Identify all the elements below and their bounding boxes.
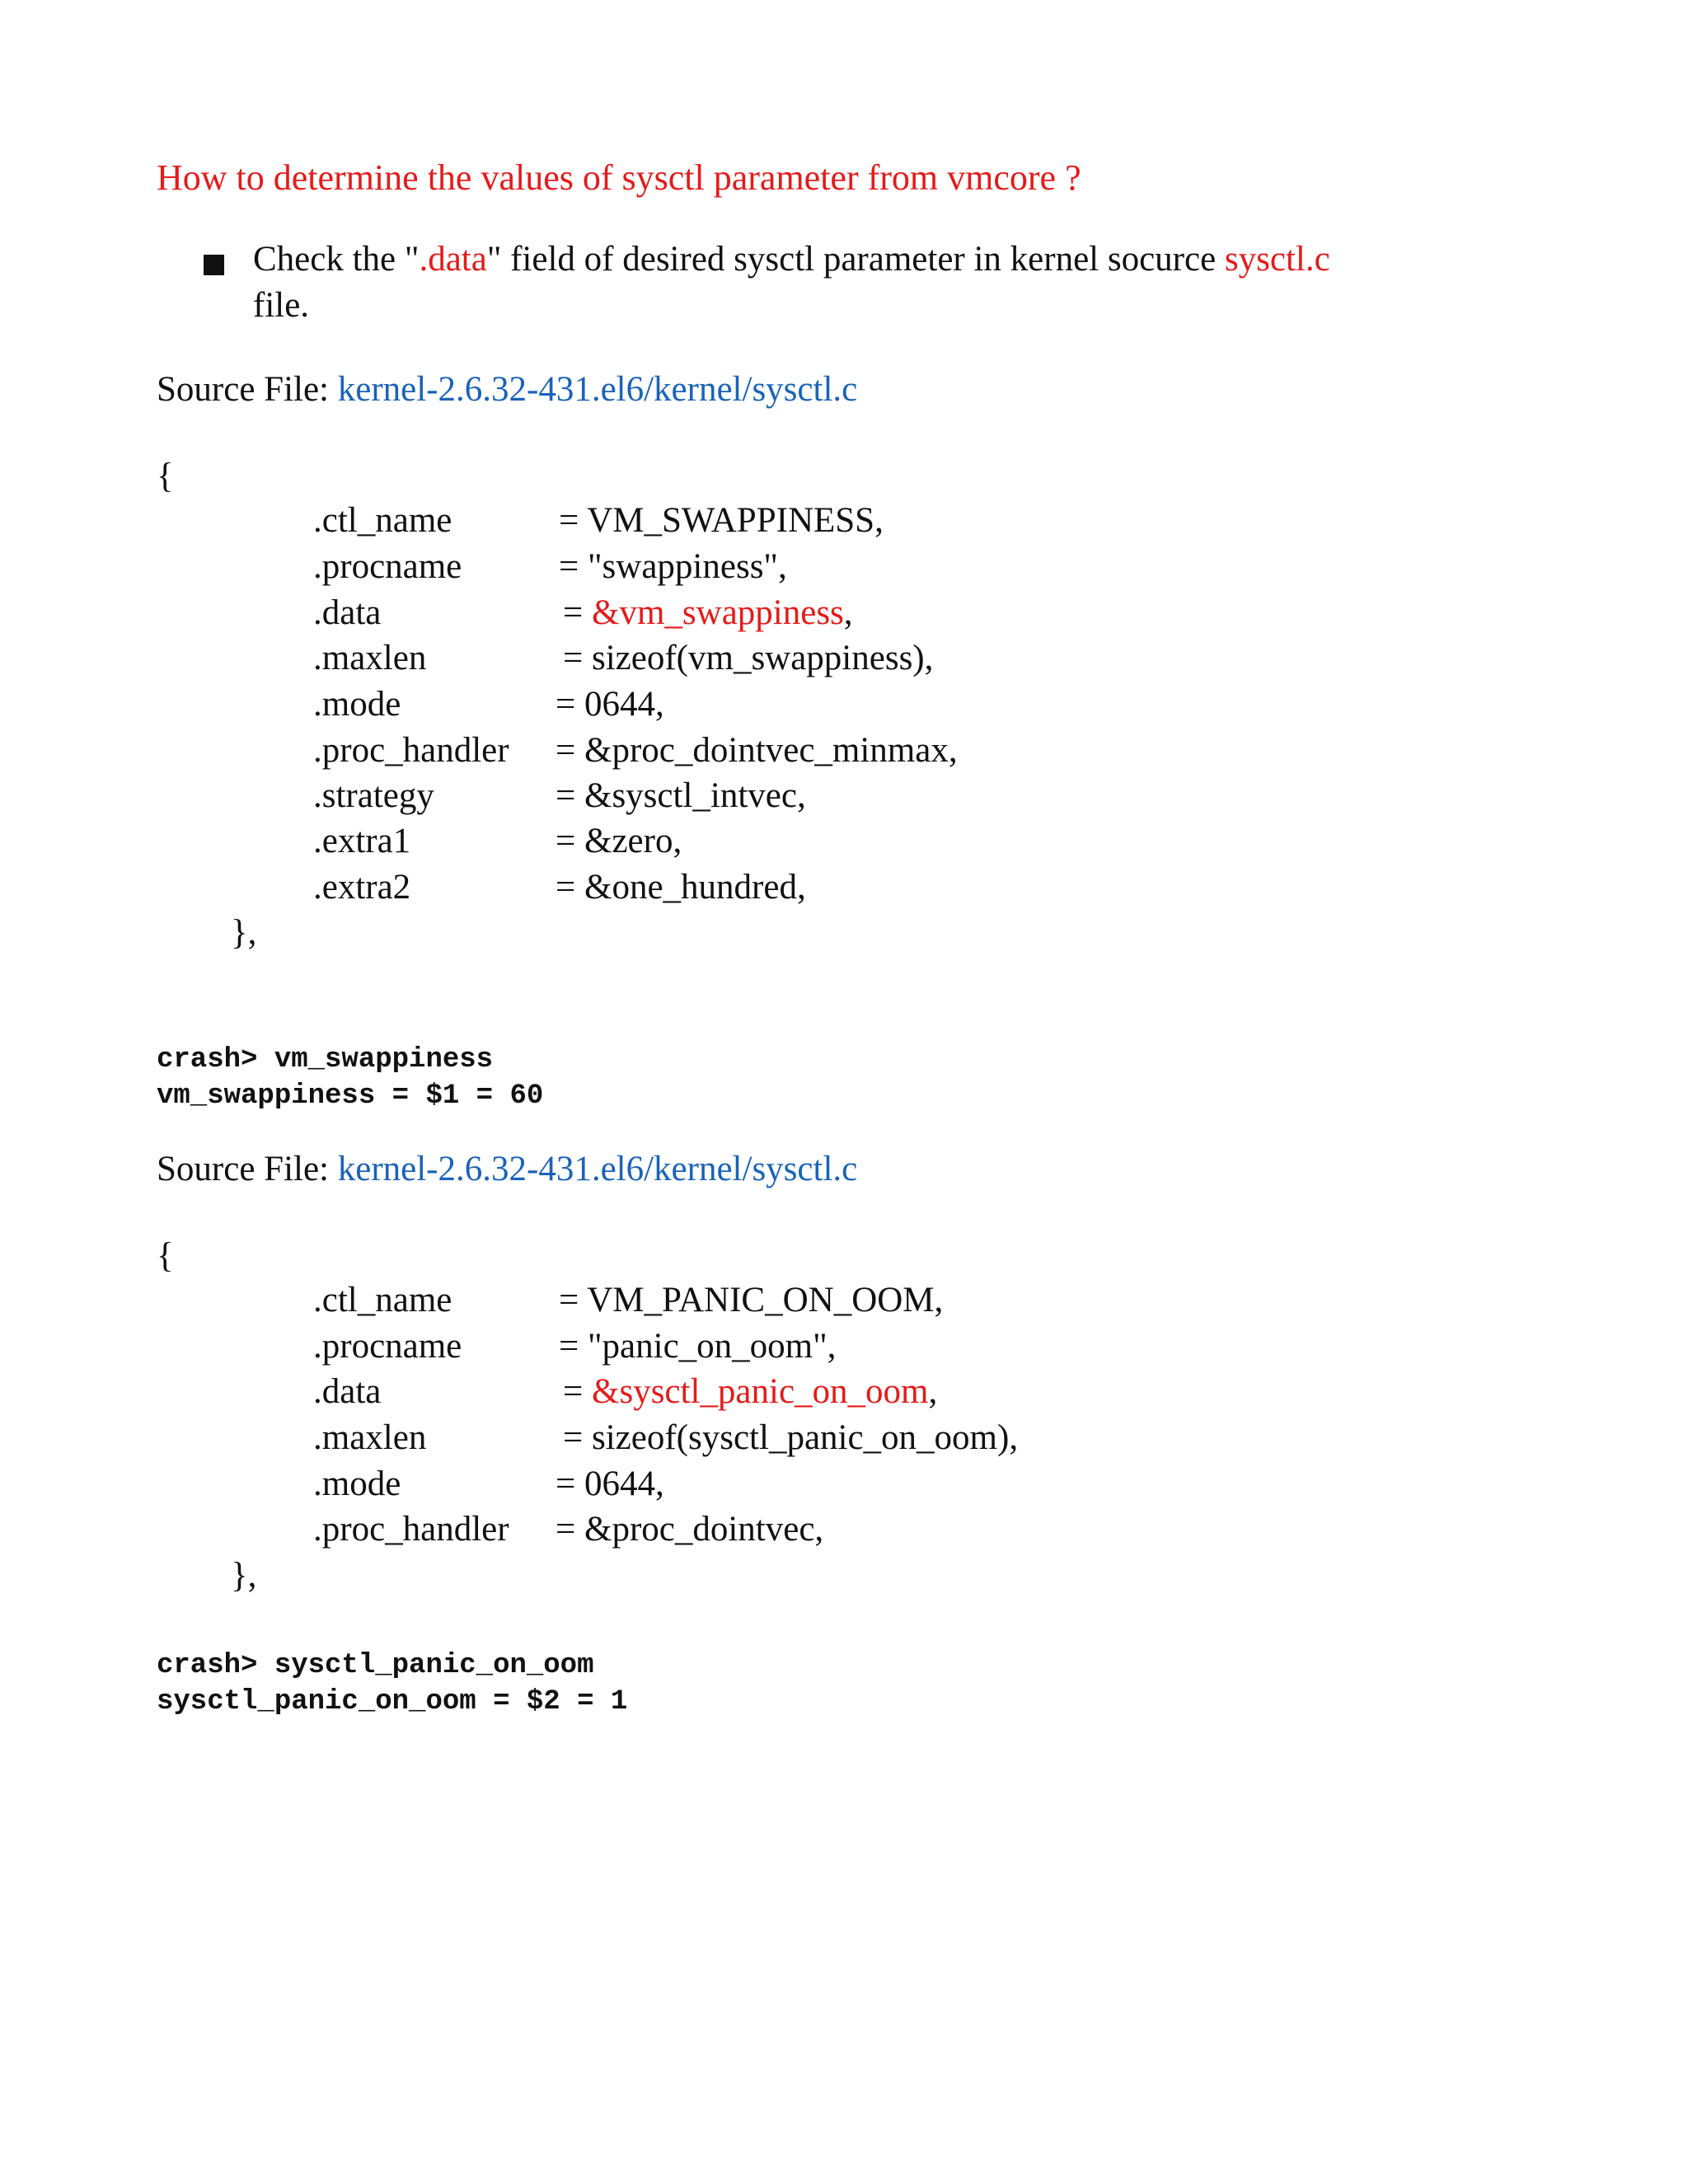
- field-value: = &sysctl_intvec,: [556, 776, 806, 815]
- trailing-comma: ,: [928, 1372, 938, 1411]
- crash-output: sysctl_panic_on_oom = $2 = 1: [157, 1686, 628, 1718]
- source-file-label: Source File:: [157, 370, 338, 409]
- field-key: .maxlen: [313, 1418, 427, 1457]
- field-value: = &proc_dointvec,: [556, 1510, 824, 1549]
- field-key: .strategy: [313, 776, 434, 815]
- field-value: = VM_SWAPPINESS,: [559, 501, 884, 540]
- equals-sign: =: [563, 593, 593, 632]
- bullet-file-word: sysctl.c: [1224, 240, 1330, 279]
- field-key: .extra2: [313, 868, 411, 907]
- field-value: = &zero,: [556, 822, 682, 860]
- bullet-line-2: file.: [253, 286, 310, 325]
- crash-command: crash> sysctl_panic_on_oom: [157, 1650, 594, 1681]
- open-brace: {: [157, 1236, 174, 1275]
- close-brace: },: [231, 913, 257, 952]
- field-value: = "panic_on_oom",: [559, 1327, 837, 1366]
- data-symbol: &sysctl_panic_on_oom: [592, 1372, 929, 1411]
- field-key: .proc_handler: [313, 731, 509, 770]
- field-key: .data: [313, 1372, 382, 1411]
- field-value: = 0644,: [556, 685, 664, 724]
- bullet-data-word: .data: [419, 240, 487, 279]
- field-value: = sizeof(vm_swappiness),: [563, 639, 934, 677]
- crash-output: vm_swappiness = $1 = 60: [157, 1080, 544, 1112]
- source-file-line-1: [157, 369, 857, 410]
- field-key: .data: [313, 593, 382, 632]
- page-title: How to determine the values of sysctl parameter from vmcore ?: [157, 157, 1081, 198]
- field-key: .procname: [313, 1327, 462, 1366]
- field-value-data: [563, 593, 853, 633]
- source-file-line-2: [157, 1149, 857, 1189]
- source-file-path: kernel-2.6.32-431.el6/kernel/sysctl.c: [337, 1150, 858, 1188]
- field-key: .procname: [313, 547, 462, 586]
- bullet-text-mid: " field of desired sysctl parameter in kernel socurce: [486, 240, 1225, 279]
- field-key: .extra1: [313, 822, 411, 860]
- bullet-square-icon: [204, 255, 224, 275]
- field-value-data: [563, 1371, 937, 1412]
- trailing-comma: ,: [843, 593, 853, 632]
- open-brace: {: [157, 457, 174, 495]
- source-file-path: kernel-2.6.32-431.el6/kernel/sysctl.c: [337, 370, 858, 409]
- close-brace: },: [231, 1556, 257, 1595]
- field-value: = 0644,: [556, 1465, 664, 1503]
- equals-sign: =: [563, 1372, 593, 1411]
- source-file-label: Source File:: [157, 1150, 338, 1188]
- field-key: .ctl_name: [313, 1281, 452, 1319]
- bullet-line-1: [253, 239, 1330, 279]
- bullet-text-pre: Check the ": [253, 240, 420, 279]
- field-key: .ctl_name: [313, 501, 452, 540]
- field-value: = sizeof(sysctl_panic_on_oom),: [563, 1418, 1019, 1457]
- field-value: = VM_PANIC_ON_OOM,: [559, 1281, 944, 1319]
- field-value: = &one_hundred,: [556, 868, 806, 907]
- field-key: .maxlen: [313, 639, 427, 677]
- field-value: = &proc_dointvec_minmax,: [556, 731, 958, 770]
- field-value: = "swappiness",: [559, 547, 787, 586]
- data-symbol: &vm_swappiness: [592, 593, 844, 632]
- field-key: .mode: [313, 1465, 401, 1503]
- field-key: .proc_handler: [313, 1510, 509, 1549]
- field-key: .mode: [313, 685, 401, 724]
- crash-command: crash> vm_swappiness: [157, 1044, 494, 1076]
